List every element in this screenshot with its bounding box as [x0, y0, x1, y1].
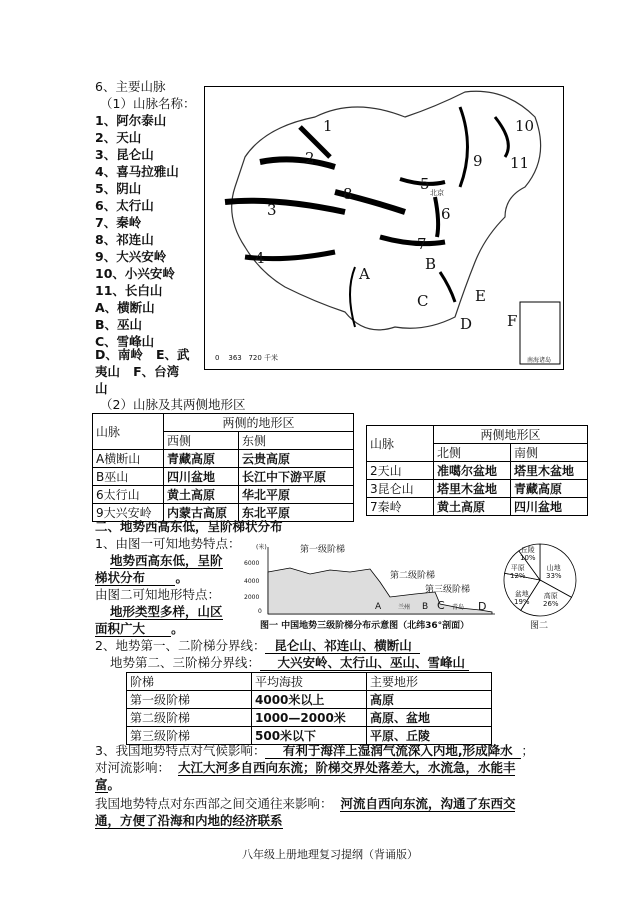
table-cell: 6太行山 — [93, 486, 164, 504]
profile-label: 第三级阶梯 — [425, 585, 471, 595]
table-cell: 塔里木盆地 — [434, 480, 511, 498]
list-item: C、雪峰山 — [95, 334, 155, 349]
table-cell: 黄土高原 — [164, 486, 239, 504]
table-cell: 4000米以上 — [252, 691, 367, 709]
map-scale: 0 363 720 千米 — [215, 354, 279, 362]
table-cell: 青藏高原 — [164, 450, 239, 468]
map-mountain-label: 6 — [441, 205, 451, 223]
list-item: 8、祁连山 — [95, 232, 154, 247]
map-mountain-label: D — [460, 315, 473, 333]
list-item: B、巫山 — [95, 317, 143, 332]
profile-label: 第二级阶梯 — [390, 571, 436, 581]
map-city-label: 北京 — [430, 189, 444, 197]
profile-point: B — [422, 602, 429, 612]
pie-drawing — [498, 540, 583, 620]
table-row — [93, 486, 354, 504]
table-cell: 高原 — [367, 691, 492, 709]
table-cell: 长江中下游平原 — [239, 468, 354, 486]
table-cell: 9大兴安岭 — [93, 504, 164, 522]
answer: 地势西高东低，呈阶 — [110, 553, 223, 568]
map-mountain-label: 5 — [420, 175, 430, 193]
mountain-north-south-table — [366, 425, 588, 516]
table-header: 阶梯 — [127, 673, 252, 691]
profile-city: 兰州 — [398, 604, 411, 611]
profile-y-unit: (米) — [256, 544, 267, 551]
list-item: 1、阿尔泰山 — [95, 113, 167, 128]
table-row — [367, 462, 588, 480]
table-cell: 第一级阶梯 — [127, 691, 252, 709]
list-item: 11、长白山 — [95, 283, 163, 298]
table-cell: 云贵高原 — [239, 450, 354, 468]
table-cell: 7秦岭 — [367, 498, 434, 516]
table-cell: 3昆仑山 — [367, 480, 434, 498]
answer: 梯状分布 。 — [95, 570, 188, 585]
profile-y-tick: 4000 — [244, 578, 260, 585]
table-row — [367, 498, 588, 516]
map-mountain-label: E — [475, 287, 486, 305]
list-item: D、南岭 E、武 — [95, 347, 190, 362]
pie-caption: 图二 — [530, 621, 549, 631]
table-cell: 内蒙古高原 — [164, 504, 239, 522]
answer: 地形类型多样，山区 — [110, 604, 223, 619]
map-mountain-label: 3 — [267, 201, 277, 219]
table-header: 北侧 — [434, 444, 511, 462]
profile-city: 青岛 — [452, 604, 465, 611]
table-cell: 四川盆地 — [164, 468, 239, 486]
table-cell: A横断山 — [93, 450, 164, 468]
mountain-east-west-table — [92, 413, 354, 522]
profile-caption: 图一 中国地势三级阶梯分布示意图（北纬36°剖面） — [260, 621, 470, 631]
profile-y-tick: 0 — [258, 608, 262, 615]
table-cell: 青藏高原 — [511, 480, 588, 498]
map-mountain-label: 1 — [323, 117, 333, 135]
section-2-title: 二、地势西高东低，呈阶梯状分布 — [95, 519, 283, 534]
table-header: 东侧 — [239, 432, 354, 450]
map-mountain-label: 9 — [473, 152, 483, 170]
table-cell: 1000—2000米 — [252, 709, 367, 727]
profile-y-tick: 6000 — [244, 560, 260, 567]
list-item: 9、大兴安岭 — [95, 249, 167, 264]
section-6-title: 6、主要山脉 — [95, 79, 166, 94]
pie-label: 丘陵 10% — [520, 546, 536, 562]
table-cell: 东北平原 — [239, 504, 354, 522]
question: 3、我国地势特点对气候影响： 有利于海洋上湿润气流深入内地,形成降水 ； — [95, 743, 534, 758]
terrain-type-pie — [498, 540, 583, 635]
list-item: 7、秦岭 — [95, 215, 142, 230]
question: 我国地势特点对东西部之间交通往来影响： 河流自西向东流，沟通了东西交 — [95, 796, 516, 811]
map-mountain-label: 7 — [417, 235, 427, 253]
table-row — [127, 691, 492, 709]
list-item: A、横断山 — [95, 300, 155, 315]
table-row — [367, 480, 588, 498]
list-item: 3、昆仑山 — [95, 147, 154, 162]
table-row — [127, 709, 492, 727]
table-row — [93, 450, 354, 468]
profile-point: A — [375, 602, 382, 612]
list-item: 4、喜马拉雅山 — [95, 164, 179, 179]
table-cell: 平原、丘陵 — [367, 727, 492, 745]
list-item: 5、阴山 — [95, 181, 142, 196]
question: 地势第二、三阶梯分界线： 大兴安岭、太行山、巫山、雪峰山 — [110, 654, 469, 671]
table-cell: B巫山 — [93, 468, 164, 486]
profile-label: 第一级阶梯 — [300, 545, 346, 555]
question: 1、由图一可知地势特点： — [95, 536, 241, 551]
answer: 富。 — [95, 777, 121, 792]
list-item: 2、天山 — [95, 130, 142, 145]
terrain-profile-figure — [240, 542, 500, 632]
map-mountain-label: F — [507, 312, 518, 330]
map-mountain-label: 2 — [305, 149, 315, 167]
pie-label: 高原 26% — [543, 592, 559, 608]
table-cell: 高原、盆地 — [367, 709, 492, 727]
subsection-1-title: （1）山脉名称： — [100, 96, 196, 111]
table-header: 南侧 — [511, 444, 588, 462]
pie-label: 山地 33% — [546, 564, 562, 580]
table-cell: 500米以下 — [252, 727, 367, 745]
question: 2、地势第一、二阶梯分界线： 昆仑山、祁连山、横断山 — [95, 637, 420, 654]
table-header: 两侧地形区 — [434, 426, 588, 444]
list-item: 山 — [95, 381, 108, 396]
map-inset-label: 南海诸岛 — [527, 357, 552, 364]
list-item: 10、小兴安岭 — [95, 266, 175, 281]
list-item: 6、太行山 — [95, 198, 154, 213]
pie-label: 盆地 19% — [514, 590, 530, 606]
map-mountain-label: C — [417, 292, 429, 310]
map-mountain-label: 11 — [510, 154, 530, 172]
map-mountain-label: 4 — [255, 249, 265, 267]
table-cell: 塔里木盆地 — [511, 462, 588, 480]
question: 由图二可知地形特点： — [95, 587, 221, 602]
table-row — [93, 468, 354, 486]
table-header: 山脉 — [93, 414, 164, 450]
terrain-steps-table — [126, 672, 492, 745]
answer: 通，方便了沿海和内地的经济联系 — [95, 813, 283, 828]
table-cell: 2天山 — [367, 462, 434, 480]
map-mountain-label: B — [425, 255, 437, 273]
map-mountain-label: A — [359, 265, 370, 283]
table-header: 主要地形 — [367, 673, 492, 691]
page-footer: 八年级上册地理复习提纲（背诵版） — [242, 848, 418, 861]
map-mountain-label: 10 — [515, 117, 535, 135]
table-cell: 华北平原 — [239, 486, 354, 504]
table-header: 西侧 — [164, 432, 239, 450]
profile-point: C — [437, 599, 445, 612]
profile-point: D — [478, 600, 487, 613]
answer: 面积广大 。 — [95, 621, 184, 636]
table-cell: 第三级阶梯 — [127, 727, 252, 745]
table-header: 山脉 — [367, 426, 434, 462]
map-mountain-label: 8 — [343, 185, 353, 203]
profile-y-tick: 2000 — [244, 594, 260, 601]
table-cell: 准噶尔盆地 — [434, 462, 511, 480]
table-header: 两侧的地形区 — [164, 414, 354, 432]
pie-label: 平原 12% — [510, 564, 526, 580]
list-item: 夷山 F、台湾 — [95, 364, 180, 379]
table-cell: 四川盆地 — [511, 498, 588, 516]
china-mountain-map — [204, 86, 564, 370]
question: 对河流影响： 大江大河多自西向东流；阶梯交界处落差大，水流急，水能丰 — [95, 760, 516, 775]
table-header: 平均海拔 — [252, 673, 367, 691]
table-cell: 黄土高原 — [434, 498, 511, 516]
table-cell: 第二级阶梯 — [127, 709, 252, 727]
subsection-2-title: （2）山脉及其两侧地形区 — [100, 397, 246, 412]
